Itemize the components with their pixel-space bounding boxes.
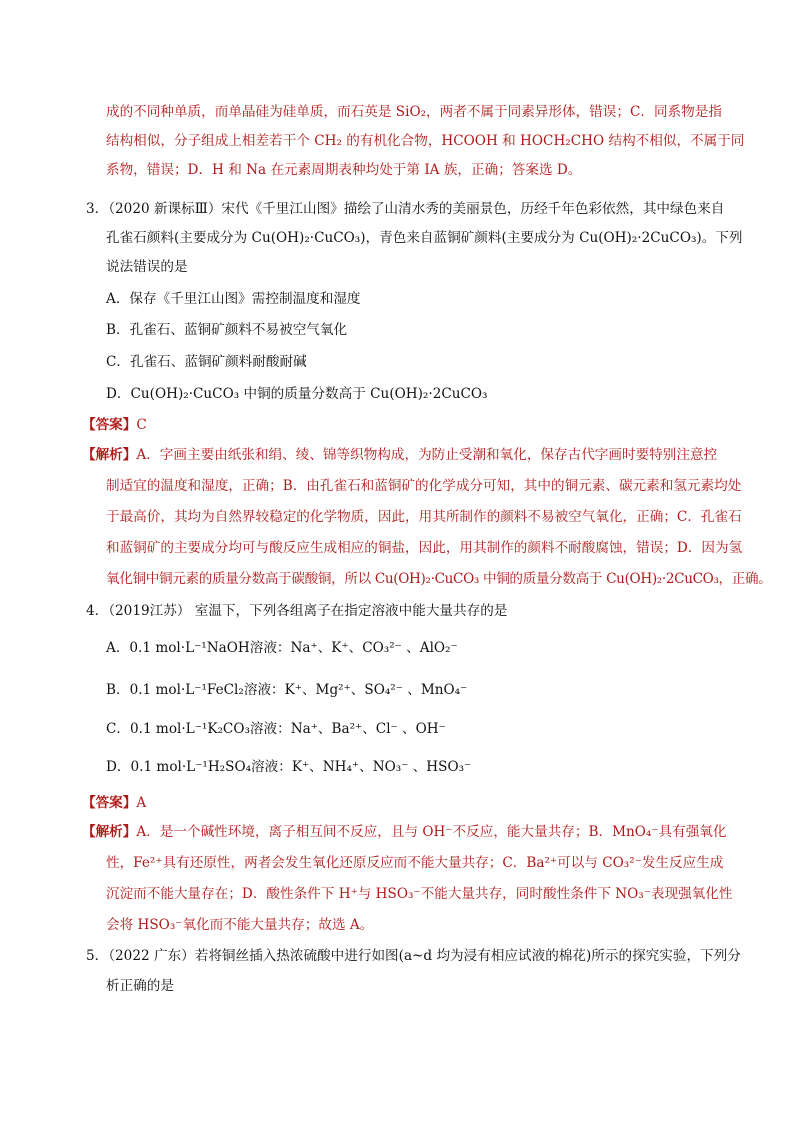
q4-option-a: A．0.1 mol·L⁻¹NaOH溶液：Na⁺、K⁺、CO₃²⁻ 、AlO₂⁻ (106, 640, 458, 656)
q3-answer (82, 416, 147, 434)
q4-option-c: C．0.1 mol·L⁻¹K₂CO₃溶液：Na⁺、Ba²⁺、Cl⁻ 、OH⁻ (106, 721, 446, 737)
q3-option-a: A．保存《千里江山图》需控制温度和湿度 (106, 291, 361, 307)
q2-explain-line-3: 系物，错误；D．H 和 Na 在元素周期表种均处于第 IA 族，正确；答案选 D。 (106, 162, 582, 178)
q3-explain-line-4: 和蓝铜矿的主要成分均可与酸反应生成相应的铜盐，因此，用其制作的颜料不耐酸腐蚀，错误；D．因为氢 (106, 540, 743, 556)
q3-explain-tag: 【解析】 (82, 447, 137, 463)
q3-stem-line-3: 说法错误的是 (106, 259, 188, 275)
q3-answer-value: C (136, 417, 147, 433)
q3-explain-text-1: A．字画主要由纸张和绢、绫、锦等织物构成，为防止受潮和氧化，保存古代字画时要特别注意控 (136, 447, 718, 463)
q5-stem-line-2: 析正确的是 (106, 978, 174, 994)
q4-explain-line-3: 沉淀而不能大量存在；D．酸性条件下 H⁺与 HSO₃⁻不能大量共存，同时酸性条件下 NO₃⁻表现强氧化性 (106, 886, 733, 902)
q4-explain-tag: 【解析】 (82, 824, 137, 840)
q5-stem-line-1: 5．（2022 广东）若将铜丝插入热浓硫酸中进行如图(a~d 均为浸有相应试液的棉花)所示的探究实验，下列分 (86, 948, 741, 964)
q3-answer-tag: 【答案】 (82, 417, 137, 433)
q4-answer (82, 794, 146, 812)
q4-option-d: D．0.1 mol·L⁻¹H₂SO₄溶液：K⁺、NH₄⁺、NO₃⁻ 、HSO₃⁻ (106, 759, 472, 775)
q3-explain-line-3: 于最高价，其均为自然界较稳定的化学物质，因此，用其所制作的颜料不易被空气氧化，正确；C．孔雀石 (106, 509, 742, 525)
q3-option-c: C．孔雀石、蓝铜矿颜料耐酸耐碱 (106, 354, 307, 370)
q3-explain-line-2: 制适宜的温度和湿度，正确；B．由孔雀石和蓝铜矿的化学成分可知，其中的铜元素、碳元素和氢元素均处 (106, 478, 742, 494)
q4-explain-line-2: 性，Fe²⁺具有还原性，两者会发生氧化还原反应而不能大量共存；C．Ba²⁺可以与 CO₃²⁻发生反应生成 (106, 855, 724, 871)
q3-stem-line-1: 3．（2020 新课标Ⅲ）宋代《千里江山图》描绘了山清水秀的美丽景色，历经千年色彩依然，其中绿色来自 (86, 201, 725, 217)
q3-option-d: D．Cu(OH)₂·CuCO₃ 中铜的质量分数高于 Cu(OH)₂·2CuCO₃ (106, 386, 488, 402)
q3-stem-line-2: 孔雀石颜料(主要成分为 Cu(OH)₂·CuCO₃)，青色来自蓝铜矿颜料(主要成分为 Cu(OH)₂·2CuCO₃)。下列 (106, 230, 743, 246)
q3-explain-line-5: 氧化铜中铜元素的质量分数高于碳酸铜，所以 Cu(OH)₂·CuCO₃ 中铜的质量分数高于 Cu(OH)₂·2CuCO₃，正确。 (106, 571, 772, 587)
q2-explain-line-1: 成的不同种单质，而单晶硅为硅单质，而石英是 SiO₂，两者不属于同素异形体，错误；C．同系物是指 (106, 104, 722, 120)
q4-explain-line-1 (82, 823, 727, 841)
q4-stem: 4．（2019江苏） 室温下，下列各组离子在指定溶液中能大量共存的是 (86, 603, 508, 619)
q4-answer-tag: 【答案】 (82, 795, 137, 811)
q4-option-b: B．0.1 mol·L⁻¹FeCl₂溶液：K⁺、Mg²⁺、SO₄²⁻ 、MnO₄⁻ (106, 682, 468, 698)
q3-explain-line-1 (82, 446, 717, 464)
q4-answer-value: A (136, 795, 147, 811)
q4-explain-text-1: A．是一个碱性环境，离子相互间不反应，且与 OH⁻不反应，能大量共存；B．MnO₄⁻具有强氧化 (136, 824, 727, 840)
q2-explain-line-2: 结构相似，分子组成上相差若干个 CH₂ 的有机化合物，HCOOH 和 HOCH₂CHO 结构不相似，不属于同 (106, 133, 745, 149)
q3-option-b: B．孔雀石、蓝铜矿颜料不易被空气氧化 (106, 322, 348, 338)
q4-explain-line-4: 会将 HSO₃⁻氧化而不能大量共存；故选 A。 (106, 917, 374, 933)
